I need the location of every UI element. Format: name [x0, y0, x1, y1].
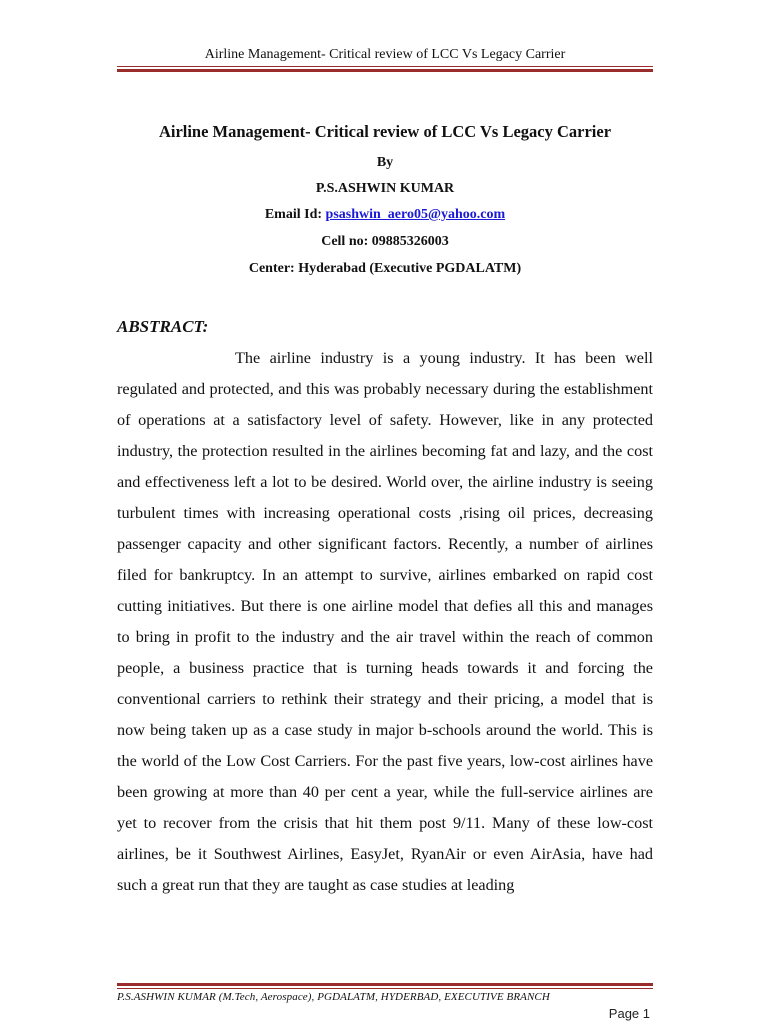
cell-number: Cell no: 09885326003 [321, 234, 449, 249]
header-rule-thin [117, 66, 653, 67]
abstract-text: The airline industry is a young industry. It has been well regulated and protected, and this was probably necessary during the establishment of operations at a satisfactory level of safety. However, like in any protected industry, the protection resulted in the airlines becoming fat and lazy, and the cost and effectiveness left a lot to be desired. World over, the airline industry is seeing turbulent times with increasing operational costs ,rising oil prices, decreasing passenger capacity and other significant factors. Recently, a number of airlines filed for bankruptcy. In an attempt to survive, airlines embarked on rapid cost cutting initiatives. But there is one airline model that defies all this and manages to bring in profit to the industry and the air travel within the reach of common people, a business practice that is turning heads towards it and forcing the conventional carriers to rethink their strategy and their pricing, a model that is now being taken up as a case study in major b-schools around the world. This is the world of the Low Cost Carriers. For the past five years, low-cost airlines have been growing at more than 40 per cent a year, while the full-service airlines are yet to recover from the crisis that hit them post 9/11. Many of these low-cost airlines, be it Southwest Airlines, EasyJet, RyanAir or even AirAsia, have had such a great run that they are taught as case studies at leading [117, 349, 653, 894]
center-line: Center: Hyderabad (Executive PGDALATM) [248, 261, 522, 276]
page-number: Page 1 [608, 1006, 650, 1021]
footer-rule-thick [117, 983, 653, 986]
footer-author-text: P.S.ASHWIN KUMAR (M.Tech, Aerospace), PGDALATM, HYDERBAD, EXECUTIVE BRANCH [117, 991, 550, 1003]
by-line: By [376, 155, 394, 170]
document-title: Airline Management- Critical review of LCC Vs Legacy Carrier [158, 122, 612, 141]
email-label: Email Id: [264, 207, 326, 222]
running-header-title: Airline Management- Critical review of LCC Vs Legacy Carrier [204, 47, 566, 62]
abstract-heading: ABSTRACT: [117, 317, 209, 336]
abstract-paragraph [117, 343, 653, 901]
email-link[interactable]: psashwin_aero05@yahoo.com [325, 207, 506, 222]
footer-rule-thin [117, 988, 653, 989]
email-line [117, 206, 653, 224]
author-name: P.S.ASHWIN KUMAR [315, 181, 455, 196]
header-rule-thick [117, 69, 653, 72]
